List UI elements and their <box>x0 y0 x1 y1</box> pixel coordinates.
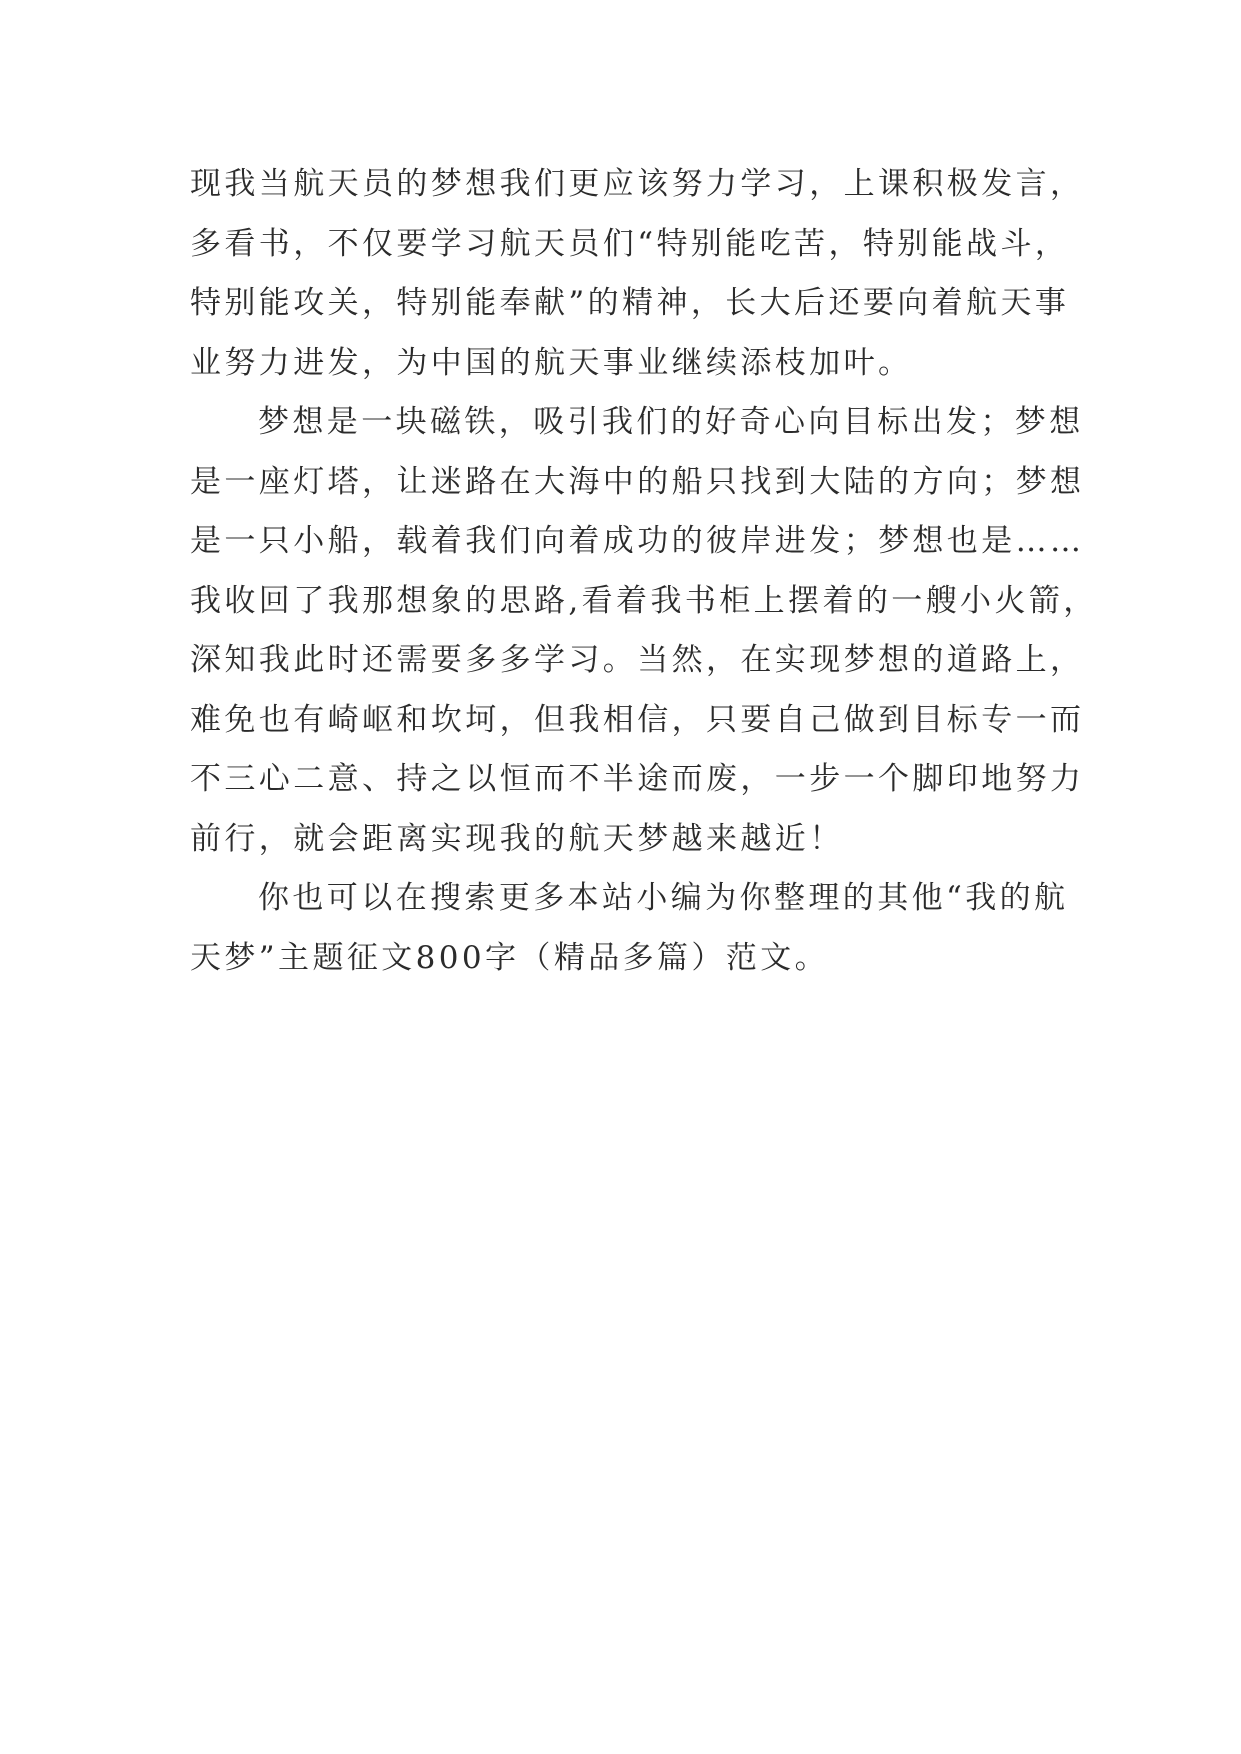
text-line: 你也可以在搜索更多本站小编为你整理的其他“我的航 <box>258 880 1069 916</box>
text-line: 是一座灯塔，让迷路在大海中的船只找到大陆的方向；梦想 <box>190 463 1085 500</box>
text-line: 我收回了我那想象的思路,看着我书柜上摆着的一艘小火箭， <box>190 582 1098 619</box>
text-line: 多看书，不仅要学习航天员们“特别能吃苦，特别能战斗， <box>190 225 1070 262</box>
text-line: 深知我此时还需要多多学习。当然，在实现梦想的道路上， <box>190 642 1085 678</box>
text-line: 是一只小船，载着我们向着成功的彼岸进发；梦想也是…… <box>190 523 1085 559</box>
text-line: 特别能攻关，特别能奉献”的精神，长大后还要向着航天事 <box>190 285 1070 321</box>
text-line: 天梦”主题征文800字（精品多篇）范文。 <box>190 939 830 976</box>
text-line: 业努力进发，为中国的航天事业继续添枝加叶。 <box>190 344 913 381</box>
text-line: 梦想是一块磁铁，吸引我们的好奇心向目标出发；梦想 <box>258 404 1084 440</box>
text-line: 前行，就会距离实现我的航天梦越来越近！ <box>190 820 844 857</box>
body-text <box>190 155 1098 988</box>
text-line: 难免也有崎岖和坎坷，但我相信，只要自己做到目标专一而 <box>190 701 1085 738</box>
text-line: 现我当航天员的梦想我们更应该努力学习，上课积极发言， <box>190 166 1085 202</box>
text-line: 不三心二意、持之以恒而不半途而废，一步一个脚印地努力 <box>190 761 1085 797</box>
